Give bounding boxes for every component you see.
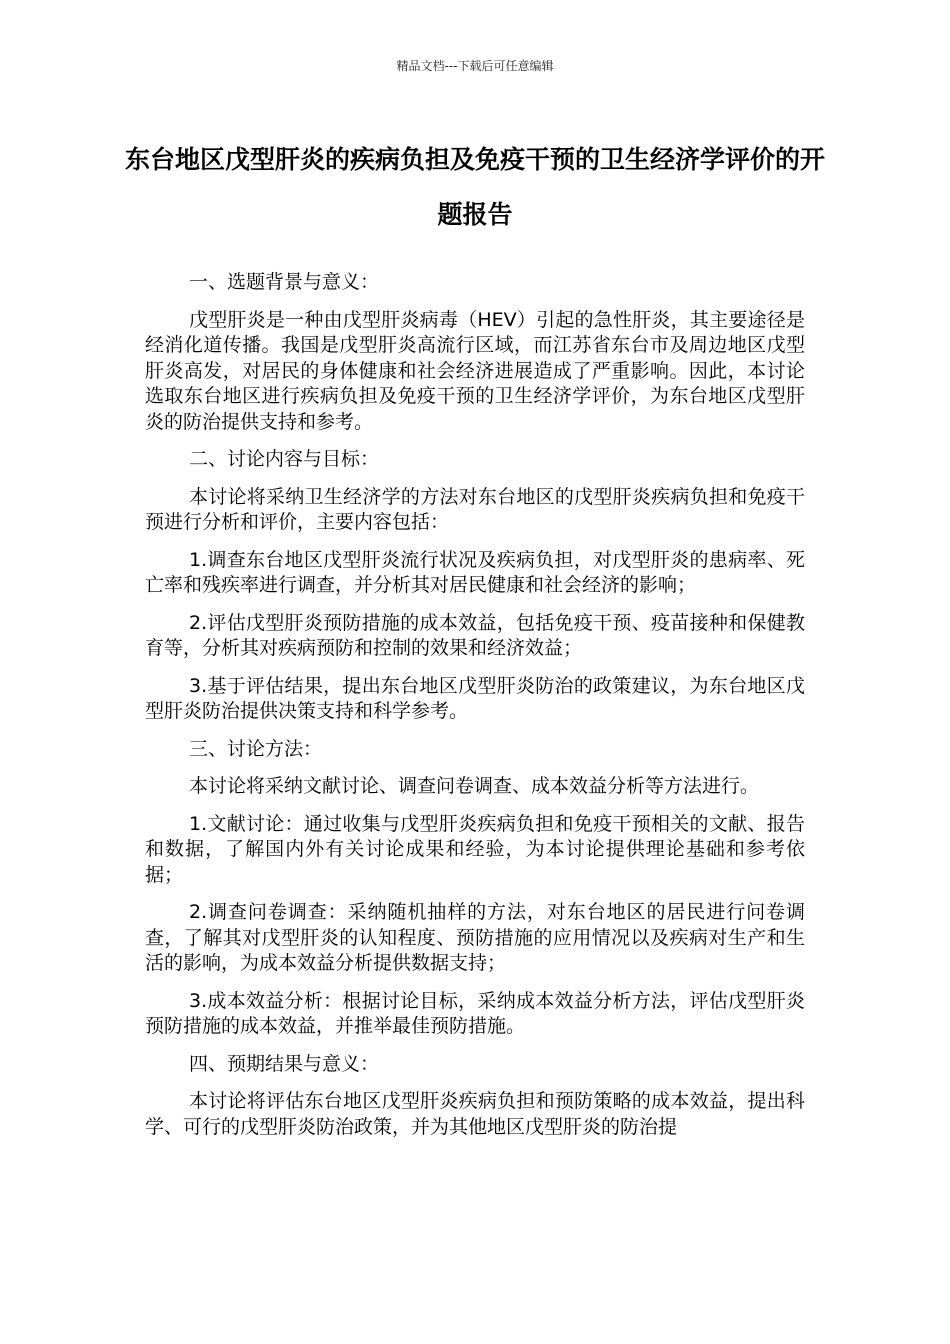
paragraph-results: 本讨论将评估东台地区戊型肝炎疾病负担和预防策略的成本效益，提出科学、可行的戊型肝炎防治政策，并为其他地区戊型肝炎的防治提 <box>145 1090 805 1138</box>
paragraph-content-item-2: 2.评估戊型肝炎预防措施的成本效益，包括免疫干预、疫苗接种和保健教育等，分析其对疾病预防和控制的效果和经济效益； <box>145 611 805 659</box>
paragraph-methods-item-3: 3.成本效益分析：根据讨论目标，采纳成本效益分析方法，评估戊型肝炎预防措施的成本效益，并推举最佳预防措施。 <box>145 989 805 1037</box>
paragraph-methods-item-2: 2.调查问卷调查：采纳随机抽样的方法，对东台地区的居民进行问卷调查，了解其对戊型肝炎的认知程度、预防措施的应用情况以及疾病对生产和生活的影响，为成本效益分析提供数据支持； <box>145 901 805 974</box>
paragraph-content-item-3: 3.基于评估结果，提出东台地区戊型肝炎防治的政策建议，为东台地区戊型肝炎防治提供决策支持和科学参考。 <box>145 674 805 722</box>
section-heading-background: 一、选题背景与意义： <box>189 271 380 293</box>
section-heading-results: 四、预期结果与意义： <box>189 1052 380 1075</box>
document-body <box>145 270 805 1152</box>
section-heading-content: 二、讨论内容与目标： <box>189 448 380 470</box>
paragraph-content-item-1: 1.调查东台地区戊型肝炎流行状况及疾病负担，对戊型肝炎的患病率、死亡率和残疾率进行调查，并分析其对居民健康和社会经济的影响； <box>145 548 805 596</box>
paragraph-methods-item-1: 1.文献讨论：通过收集与戊型肝炎疾病负担和免疫干预相关的文献、报告和数据，了解国内外有关讨论成果和经验，为本讨论提供理论基础和参考依据； <box>145 812 805 886</box>
page-header: 精品文档---下载后可任意编辑 <box>396 59 554 73</box>
section-heading-methods: 三、讨论方法： <box>189 737 323 760</box>
paragraph-background: 戊型肝炎是一种由戊型肝炎病毒（HEV）引起的急性肝炎，其主要途径是经消化道传播。我国是戊型肝炎高流行区域，而江苏省东台市及周边地区戊型肝炎高发，对居民的身体健康和社会经济进展造成了严重影响。因此，本讨论选取东台地区进行疾病负担及免疫干预的卫生经济学评价，为东台地区戊型肝炎的防治提供支持和参考。 <box>145 308 805 433</box>
paragraph-methods-intro: 本讨论将采纳文献讨论、调查问卷调查、成本效益分析等方法进行。 <box>189 775 760 797</box>
document-title: 东台地区戊型肝炎的疾病负担及免疫干预的卫生经济学评价的开题报告 <box>124 145 825 229</box>
paragraph-content-intro: 本讨论将采纳卫生经济学的方法对东台地区的戊型肝炎疾病负担和免疫干预进行分析和评价，主要内容包括： <box>145 485 805 533</box>
